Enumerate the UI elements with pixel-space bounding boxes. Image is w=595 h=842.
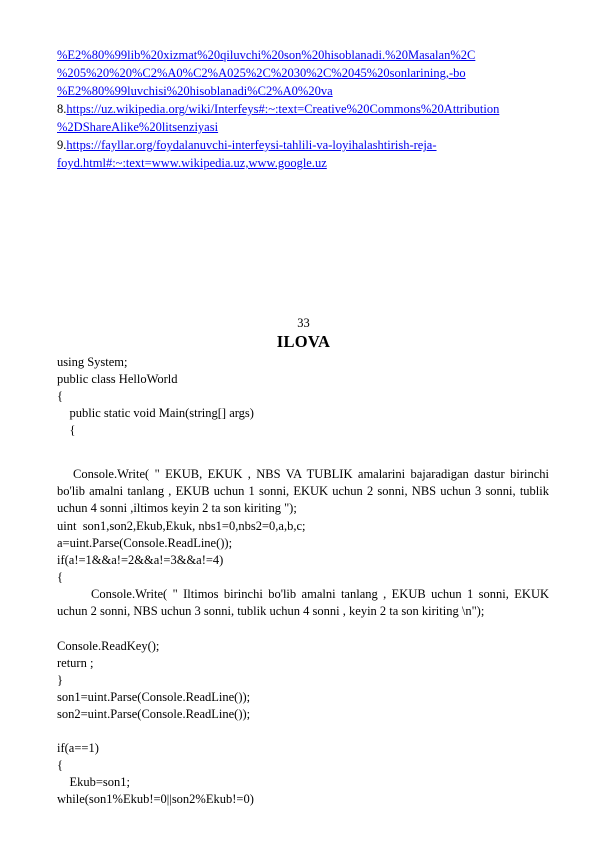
reference-link[interactable]: %E2%80%99lib%20xizmat%20qiluvchi%20son%20hisoblanadi.%20Masalan%2C bbox=[57, 48, 476, 62]
code-line: uint son1,son2,Ekub,Ekuk, nbs1=0,nbs2=0,a,b,c; bbox=[57, 519, 306, 533]
code-line: using System; bbox=[57, 355, 128, 369]
code-line: Console.ReadKey(); bbox=[57, 639, 160, 653]
code-line: if(a==1) bbox=[57, 741, 99, 755]
code-line: son1=uint.Parse(Console.ReadLine()); bbox=[57, 690, 251, 704]
reference-link-line[interactable] bbox=[57, 83, 333, 100]
code-line: } bbox=[57, 673, 63, 687]
reference-8-link-cont[interactable]: %2DShareAlike%20litsenziyasi bbox=[57, 120, 219, 134]
reference-9-link[interactable]: https://fayllar.org/foydalanuvchi-interfeysi-tahlili-va-loyihalashtirish-reja- bbox=[66, 138, 437, 152]
code-line: { bbox=[57, 570, 63, 584]
reference-8 bbox=[57, 101, 499, 118]
code-line: public class HelloWorld bbox=[57, 372, 178, 386]
code-line: a=uint.Parse(Console.ReadLine()); bbox=[57, 536, 233, 550]
reference-number: 9. bbox=[57, 138, 67, 152]
code-paragraph bbox=[57, 466, 549, 518]
page-number: 33 bbox=[297, 316, 310, 330]
code-paragraph-text: Console.Write( " EKUB, EKUK , NBS VA TUBLIK amalarini bajaradigan dastur birinchi bo'lib amalni tanlang , EKUB uchun 1 sonni, EKUK uchun 2 sonni, NBS uchun 3 sonni, tublik uchun 4 sonni ,iltimos keyin 2 ta son kiriting "); bbox=[57, 467, 549, 516]
code-line: { bbox=[57, 423, 76, 437]
code-line: while(son1%Ekub!=0||son2%Ekub!=0) bbox=[57, 792, 254, 806]
code-line: son2=uint.Parse(Console.ReadLine()); bbox=[57, 707, 251, 721]
code-paragraph-text: Console.Write( " Iltimos birinchi bo'lib amalni tanlang , EKUB uchun 1 sonni, EKUK uchun 2 sonni, NBS uchun 3 sonni, tublik uchun 4 sonni , keyin 2 ta son kiriting \n"); bbox=[57, 587, 549, 619]
reference-8-continuation[interactable] bbox=[57, 119, 218, 136]
reference-number: 8. bbox=[57, 102, 67, 116]
page-title: ILOVA bbox=[276, 332, 331, 351]
reference-link-line[interactable] bbox=[57, 65, 466, 82]
reference-9-continuation[interactable] bbox=[57, 155, 327, 172]
reference-8-link[interactable]: https://uz.wikipedia.org/wiki/Interfeys#:~:text=Creative%20Commons%20Attribution bbox=[66, 102, 500, 116]
reference-9 bbox=[57, 137, 437, 154]
reference-9-link-cont[interactable]: foyd.html#:~:text=www.wikipedia.uz,www.google.uz bbox=[57, 156, 327, 170]
code-line: return ; bbox=[57, 656, 94, 670]
code-line: Ekub=son1; bbox=[57, 775, 131, 789]
code-line: { bbox=[57, 389, 63, 403]
code-line: if(a!=1&&a!=2&&a!=3&&a!=4) bbox=[57, 553, 224, 567]
reference-link-line[interactable] bbox=[57, 47, 475, 64]
reference-link[interactable]: %E2%80%99luvchisi%20hisoblanadi%C2%A0%20va bbox=[57, 84, 333, 98]
code-paragraph bbox=[57, 586, 549, 620]
reference-link[interactable]: %205%20%20%C2%A0%C2%A025%2C%2030%2C%2045%20sonlarining,-bo bbox=[57, 66, 466, 80]
code-line: { bbox=[57, 758, 63, 772]
code-line: public static void Main(string[] args) bbox=[57, 406, 254, 420]
